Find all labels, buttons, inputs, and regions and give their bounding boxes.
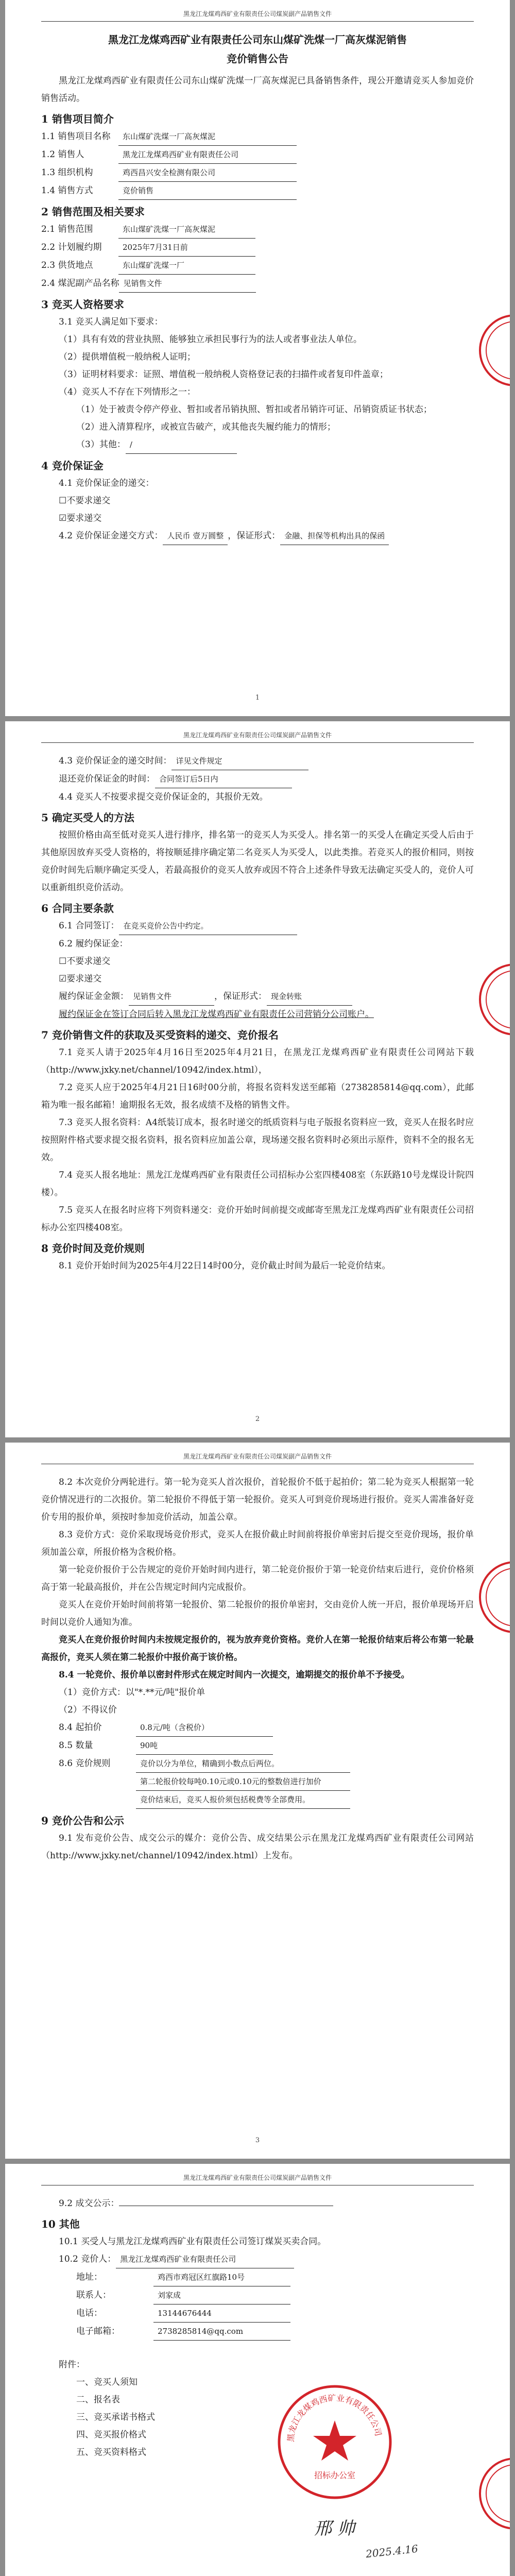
page-number: 2	[255, 1415, 260, 1423]
seam-seal-icon	[479, 938, 510, 1061]
s6-value: 现金转账	[267, 988, 352, 1006]
s4-row	[41, 770, 474, 788]
s10-row	[41, 2304, 474, 2323]
section-4-heading: 4 竞价保证金	[41, 460, 104, 472]
s6-value: 在竞买竞价公告中约定。	[119, 917, 297, 935]
s3-other-blank: /	[126, 436, 237, 454]
s2-row	[41, 275, 474, 293]
s6-paragraph: 6.2 履约保证金：	[59, 939, 128, 949]
s4-row	[41, 752, 474, 770]
s5-paragraph: 按照价格由高至低对竞买人进行排序，排名第一的竞买人为买受人。排名第一的买受人在确定买受人后由于其他原因放弃买受人资格的，将按顺延排序确定第二名竞买人为买受人，以此类推。若竞买人的报价相同，则按竞价时间先后顺序确定买受人，若最高报价的竞买人放弃或因不符合上述条件导致无法确定买受人的，竞价人可以重新组织竞价活动。	[41, 830, 474, 893]
s3-subitem: （1）处于被责令停产停业、暂扣或者吊销执照、暂扣或者吊销许可证、吊销资质证书状态；	[76, 404, 432, 415]
s4-label: 退还竞价保证金的时间：	[59, 774, 155, 784]
document-page-3	[5, 1443, 510, 2159]
s10-label: 联系人：	[76, 2290, 111, 2300]
s2-value: 东山煤矿洗煤一厂	[118, 257, 255, 275]
s1-value: 竞价销售	[118, 182, 297, 200]
seam-seal-icon	[479, 289, 510, 412]
s3-item: （3）证明材料要求：证照、增值税一般纳税人资格登记表的扫描件或者复印件盖章；	[59, 369, 388, 380]
s7-paragraph: 7.1 竞买人请于2025年4月16日至2025年4月21日，在黑龙江龙煤鸡西矿业有限责任公司网站下载（http://www.jxky.net/channel/10942/index.html），	[41, 1047, 474, 1075]
s2-value: 见销售文件	[119, 275, 256, 293]
page-header: 黑龙江龙煤鸡西矿业有限责任公司煤炭副产品销售文件	[41, 1452, 474, 1464]
page-header: 黑龙江龙煤鸡西矿业有限责任公司煤炭副产品销售文件	[41, 9, 474, 22]
s8-paragraph: 竞买人在竞价报价时间内未按规定报价的，视为放弃竞价资格。竞价人在第一轮报价结束后将公布第一轮最高报价，竞买人须在第二轮报价中报价高于该价格。	[41, 1635, 474, 1663]
page-number: 3	[255, 2137, 260, 2144]
s1-value: 鸡西昌兴安全检测有限公司	[118, 164, 297, 182]
s10-value: 黑龙江龙煤鸡西矿业有限责任公司	[116, 2250, 294, 2268]
s8-paragraph: （1）竞价方式：以"*.**元/吨"报价单	[59, 1687, 205, 1698]
s4-label: 4.2 竞价保证金递交方式：	[59, 531, 163, 541]
s8-label: 8.6 竞价规则	[59, 1758, 111, 1769]
s1-label: 1.3 组织机构	[41, 167, 93, 178]
page-header: 黑龙江龙煤鸡西矿业有限责任公司煤炭副产品销售文件	[41, 2173, 474, 2185]
official-seal-icon	[273, 2380, 397, 2504]
s2-label: 2.1 销售范围	[41, 224, 93, 234]
s8-value: 竞价以分为单位，精确到小数点后两位。	[136, 1755, 350, 1773]
s8-row	[41, 1773, 474, 1791]
s2-row	[41, 257, 474, 275]
s2-label: 2.4 煤泥副产品名称	[41, 278, 119, 289]
s3-subitem-row	[41, 436, 474, 454]
s8-paragraph: 8.1 竞价开始时间为2025年4月22日14时00分，竞价截止时间为最后一轮竞价结束。	[59, 1261, 391, 1271]
s3-subitem: （2）进入清算程序，或被宣告破产，或其他丧失履约能力的情形；	[76, 422, 336, 432]
s6-paragraph: 履约保证金在签订合同后转入黑龙江龙煤鸡西矿业有限责任公司营销分公司账户。	[59, 1009, 374, 1020]
s3-paragraph: 3.1 竞买人满足如下要求：	[59, 317, 163, 327]
s6-value: 见销售文件	[129, 988, 214, 1006]
section-6-heading: 6 合同主要条款	[41, 902, 114, 914]
s7-paragraph: 7.4 竞买人报名地址：黑龙江龙煤鸡西矿业有限责任公司招标办公室四楼408室（东跃路10号龙煤设计院四楼）。	[41, 1170, 474, 1198]
s8-paragraph: 竞买人在竞价开始时间前将第一轮报价、第二轮报价的报价单密封，交由竞价人统一开启，报价单现场开启时间以竞价人通知为准。	[41, 1600, 474, 1628]
s8-row	[41, 1719, 474, 1737]
s2-row	[41, 221, 474, 239]
page-header: 黑龙江龙煤鸡西矿业有限责任公司煤炭副产品销售文件	[41, 731, 474, 743]
s7-paragraph: 7.2 竞买人应于2025年4月21日16时00分前，将报名资料发送至邮箱（2738285814@qq.com），此邮箱为唯一报名邮箱！逾期报名无效，报名成绩不及格的销售文件。	[41, 1082, 474, 1110]
s8-value: 竞价结束后，竞买人报价须包括税费等全部费用。	[136, 1791, 350, 1809]
s10-row	[41, 2268, 474, 2286]
s1-row	[41, 182, 474, 200]
s8-value: 90吨	[136, 1737, 273, 1755]
seam-seal-icon	[479, 1535, 510, 1659]
s4-option-yes: ☑要求递交	[59, 513, 102, 523]
s7-paragraph: 7.3 竞买人报名资料：A4纸装订成本，报名时递交的纸质资料与电子版报名资料应一致，竞买人在报名时应按照附件格式要求提交报名资料，报名资料应加盖公章，现场递交报名资料时必须出示原件，资料不全的报名无效。	[41, 1117, 474, 1163]
s8-row	[41, 1755, 474, 1773]
s6-option-no: ☐不要求递交	[59, 956, 111, 967]
s1-value: 黑龙江龙煤鸡西矿业有限责任公司	[118, 146, 297, 164]
s10-row	[41, 2323, 474, 2341]
s4-paragraph: 4.1 竞价保证金的递交：	[59, 478, 154, 488]
s4-value: 详见文件规定	[171, 752, 308, 770]
doc-title: 黑龙江龙煤鸡西矿业有限责任公司东山煤矿洗煤一厂高灰煤泥销售	[108, 33, 407, 46]
s8-paragraph: （2）不得议价	[59, 1705, 117, 1715]
document-page-4	[5, 2164, 510, 2576]
s1-label: 1.2 销售人	[41, 149, 84, 160]
s2-value: 2025年7月31日前	[118, 239, 255, 257]
attachment-item: 二、报名表	[76, 2395, 120, 2405]
s10-value: 鸡西市鸡冠区红旗路10号	[153, 2268, 290, 2286]
s4-option-no: ☐不要求递交	[59, 496, 111, 506]
s1-label: 1.1 销售项目名称	[41, 131, 111, 142]
s9-row	[41, 2195, 474, 2212]
s8-row	[41, 1737, 474, 1755]
s4-value: 金融、担保等机构出具的保函	[280, 527, 389, 545]
s2-row	[41, 239, 474, 257]
s7-paragraph: 7.5 竞买人在报名时应将下列资料递交：竞价开始时间前提交或邮寄至黑龙江龙煤鸡西矿业有限责任公司招标办公室四楼408室。	[41, 1205, 474, 1233]
s3-item: （4）竞买人不存在下列情形之一：	[59, 387, 196, 397]
s10-label: 10.2 竞价人：	[59, 2254, 116, 2264]
s3-item: （1）具有有效的营业执照、能够独立承担民事行为的法人或者事业法人单位。	[59, 334, 362, 345]
attachment-item: 一、竞买人须知	[76, 2377, 138, 2387]
doc-subtitle: 竞价销售公告	[227, 53, 288, 65]
s4-label: 4.3 竞价保证金的递交时间：	[59, 756, 172, 766]
attachment-item: 五、竞买资料格式	[76, 2447, 146, 2458]
s4-value: 人民币 壹万圆整	[163, 527, 228, 545]
s6-row	[41, 917, 474, 935]
section-2-heading: 2 销售范围及相关要求	[41, 206, 145, 218]
s6-option-yes: ☑要求递交	[59, 974, 102, 984]
section-9-heading: 9 竞价公告和公示	[41, 1815, 124, 1827]
attachment-item: 四、竞买报价格式	[76, 2430, 146, 2440]
s1-row	[41, 146, 474, 164]
signature: 邢 帅	[314, 2518, 355, 2539]
s8-label: 8.5 数量	[59, 1740, 93, 1751]
s10-value: 13144676444	[153, 2304, 290, 2323]
s2-value: 东山煤矿洗煤一厂高灰煤泥	[118, 221, 255, 239]
svg-text:黑龙江龙煤鸡西矿业有限责任公司: 黑龙江龙煤鸡西矿业有限责任公司	[285, 2393, 384, 2443]
section-10-heading: 10 其他	[41, 2218, 80, 2230]
s8-row	[41, 1791, 474, 1809]
document-page-2	[5, 721, 510, 1437]
s6-label: 履约保证金金额：	[59, 991, 129, 1002]
s1-row	[41, 164, 474, 182]
attachment-item: 三、竞买承诺书格式	[76, 2412, 155, 2422]
s8-paragraph: 8.4 一轮竞价、报价单以密封件形式在规定时间内一次提交，逾期提交的报价单不予接受。	[59, 1670, 410, 1680]
s9-label: 9.2 成交公示：	[59, 2198, 119, 2209]
page-number: 1	[255, 694, 260, 702]
section-8-heading: 8 竞价时间及竞价规则	[41, 1242, 145, 1255]
s6-label: 6.1 合同签订：	[59, 921, 119, 931]
s10-row	[41, 2250, 474, 2268]
s10-paragraph: 10.1 买受人与黑龙江龙煤鸡西矿业有限责任公司签订煤炭买卖合同。	[59, 2236, 327, 2247]
s8-paragraph: 8.2 本次竞价分两轮进行。第一轮为竞买人首次报价，首轮报价不低于起拍价；第二轮为竞买人根据第一轮竞价情况进行的二次报价。第二轮报价不得低于第一轮报价。竞买人可到竞价现场进行报价。竞买人需准备好竞价专用的报价单，须按时参加竞价活动，加盖公章。	[41, 1477, 474, 1522]
s2-label: 2.3 供货地点	[41, 260, 93, 270]
svg-text:招标办公室: 招标办公室	[314, 2470, 356, 2480]
s8-label: 8.4 起拍价	[59, 1722, 102, 1733]
s10-value: 刘家成	[153, 2286, 290, 2304]
intro-paragraph: 黑龙江龙煤鸡西矿业有限责任公司东山煤矿洗煤一厂高灰煤泥已具备销售条件，现公开邀请竞买人参加竞价销售活动。	[41, 76, 474, 104]
s10-label: 电话：	[76, 2308, 102, 2318]
s6-row	[41, 988, 474, 1006]
s3-subitem: （3）其他：	[76, 439, 126, 450]
s4-value: 合同签订后5日内	[155, 770, 292, 788]
s8-value: 0.8元/吨（含税价）	[136, 1719, 273, 1737]
s3-item: （2）提供增值税一般纳税人证明；	[59, 352, 196, 362]
s8-value: 第二轮报价较每吨0.10元或0.10元的整数倍进行加价	[136, 1773, 350, 1791]
s10-label: 地址：	[76, 2272, 102, 2282]
s4-mid: ，保证形式：	[228, 531, 281, 541]
s8-paragraph: 第一轮竞价报价于公告规定的竞价开始时间内进行，第二轮竞价报价于第一轮竞价结束后进行，竞价价格须高于第一轮最高报价，并在公告规定时间内完成报价。	[41, 1565, 474, 1592]
section-7-heading: 7 竞价销售文件的获取及买受资料的递交、竞价报名	[41, 1029, 279, 1041]
s10-value: 2738285814@qq.com	[153, 2323, 290, 2341]
seam-seal-icon	[479, 2432, 510, 2555]
s10-row	[41, 2286, 474, 2304]
document-page-1	[5, 0, 510, 716]
s1-label: 1.4 销售方式	[41, 185, 93, 196]
section-5-heading: 5 确定买受人的方法	[41, 811, 134, 824]
s1-row	[41, 128, 474, 146]
s10-label: 电子邮箱：	[76, 2326, 120, 2336]
sign-date: 2025.4.16	[365, 2542, 419, 2561]
section-3-heading: 3 竞买人资格要求	[41, 298, 124, 311]
s4-paragraph: 4.4 竞买人不按要求提交竞价保证金的，其报价无效。	[59, 792, 268, 802]
s8-paragraph: 8.3 竞价方式：竞价采取现场竞价形式，竞买人在报价截止时间前将报价单密封后提交至竞价现场，报价单须加盖公章，所报价格为含税价格。	[41, 1530, 474, 1557]
s9-paragraph: 9.1 发布竞价公告、成交公示的媒介：竞价公告、成交结果公示在黑龙江龙煤鸡西矿业有限责任公司网站（http://www.jxky.net/channel/10942/index.html）上发布。	[41, 1833, 474, 1861]
attachments-heading: 附件：	[59, 2360, 85, 2370]
s6-mid: ，保证形式：	[214, 991, 267, 1002]
s1-value: 东山煤矿洗煤一厂高灰煤泥	[118, 128, 297, 146]
s4-row	[41, 527, 474, 545]
s2-label: 2.2 计划履约期	[41, 242, 102, 252]
section-1-heading: 1 销售项目简介	[41, 113, 114, 125]
